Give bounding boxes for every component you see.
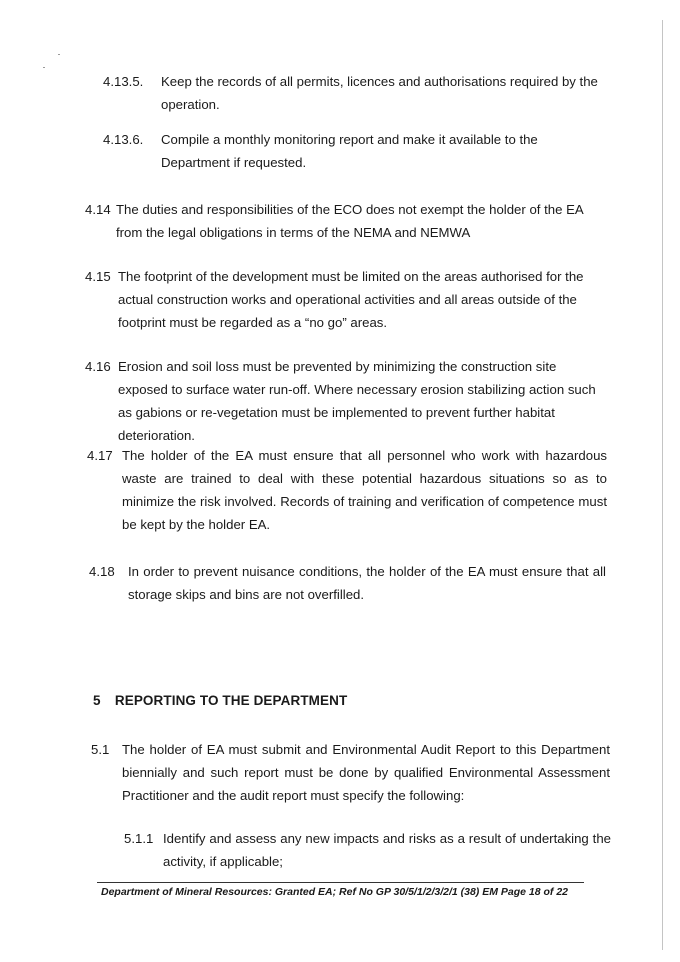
- clause-text: The duties and responsibilities of the ECO does not exempt the holder of the EA from the legal obligations in terms of the NEMA and NEMWA: [116, 202, 583, 240]
- clause-text: The footprint of the development must be limited on the areas authorised for the actual construction works and operational activities and all areas outside of the footprint must be regarded as a “no go” areas.: [118, 269, 584, 330]
- scan-speck: [43, 67, 45, 68]
- section-number: 5: [93, 693, 101, 708]
- clause-text: Identify and assess any new impacts and risks as a result of undertaking the activity, if applicable;: [163, 831, 611, 869]
- clause-number: 5.1.1: [124, 831, 154, 846]
- clause-number: 4.14: [85, 202, 111, 217]
- clause-number: 4.13.5.: [103, 74, 144, 89]
- footer-rule: [97, 882, 584, 883]
- clause-number: 4.16: [85, 359, 111, 374]
- clause-number: 4.17: [87, 448, 113, 463]
- clause-text: Keep the records of all permits, licences and authorisations required by the operation.: [161, 74, 598, 112]
- section-title: REPORTING TO THE DEPARTMENT: [114, 693, 348, 708]
- clause-text: The holder of EA must submit and Environmental Audit Report to this Department biennially and such report must be done by qualified Environmental Assessment Practitioner and the audit report must specify the following:: [122, 742, 610, 803]
- section-heading: [93, 693, 347, 708]
- clause-number: 4.18: [89, 564, 115, 579]
- clause-text: Erosion and soil loss must be prevented by minimizing the construction site exposed to surface water run-off. Where necessary erosion stabilizing action such as gabions or re-vegetation must be implemented to prevent further habitat deterioration.: [118, 359, 596, 443]
- clause-text: In order to prevent nuisance conditions, the holder of the EA must ensure that all storage skips and bins are not overfilled.: [128, 564, 606, 602]
- clause-number: 4.15: [85, 269, 111, 284]
- clause-number: 5.1: [91, 742, 110, 757]
- page-footer: Department of Mineral Resources: Granted EA; Ref No GP 30/5/1/2/3/2/1 (38) EM Page 18 of 22: [101, 886, 569, 898]
- clause-number: 4.13.6.: [103, 132, 144, 147]
- clause-text: The holder of the EA must ensure that all personnel who work with hazardous waste are trained to deal with these potential hazardous situations so as to minimize the risk involved. Records of training and verification of competence must be kept by the holder EA.: [122, 448, 607, 532]
- clause-text: Compile a monthly monitoring report and make it available to the Department if requested.: [161, 132, 538, 170]
- scan-speck: [58, 54, 60, 55]
- page-edge-line: [662, 20, 663, 950]
